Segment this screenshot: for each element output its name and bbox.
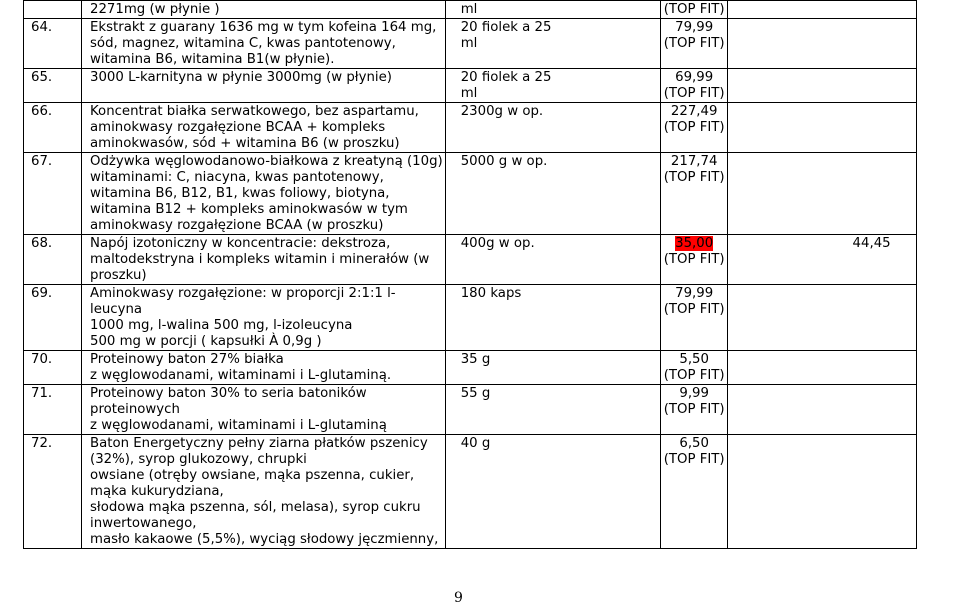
quantity-cell	[445, 235, 660, 285]
quantity-cell	[445, 1, 660, 19]
quantity-cell	[445, 69, 660, 103]
price-cell	[660, 103, 727, 153]
price-cell	[660, 235, 727, 285]
price-source: (TOP FIT)	[663, 302, 725, 317]
extra-price-cell	[727, 351, 916, 385]
description-cell	[82, 435, 446, 549]
row-number: 68.	[31, 236, 53, 251]
price-value: 79,99	[675, 286, 714, 301]
row-number: 66.	[31, 104, 53, 119]
price-source: (TOP FIT)	[663, 452, 725, 467]
description-line: 3000 L-karnityna w płynie 3000mg (w płynie)	[90, 70, 392, 85]
description-cell	[82, 235, 446, 285]
description-line: witamina B6, B12, B1, kwas foliowy, biotyna,	[90, 186, 390, 201]
row-number-cell	[24, 435, 82, 549]
row-number-cell	[24, 1, 82, 19]
quantity-line: 2300g w op.	[460, 104, 544, 119]
row-number: 67.	[31, 154, 53, 169]
description-line: mąka kukurydziana,	[90, 484, 224, 499]
extra-price-cell	[727, 69, 916, 103]
description-line: Proteinowy baton 27% białka	[90, 352, 284, 367]
quantity-cell	[445, 103, 660, 153]
row-number: 69.	[31, 286, 53, 301]
price-source: (TOP FIT)	[663, 368, 725, 383]
table-row	[24, 351, 917, 385]
price-cell	[660, 69, 727, 103]
price-value	[664, 236, 725, 252]
table-row	[24, 153, 917, 235]
quantity-line: 20 fiolek a 25	[460, 20, 552, 35]
quantity-line: ml	[460, 86, 478, 101]
extra-price: 44,45	[852, 236, 891, 251]
extra-price-cell	[727, 285, 916, 351]
price-value: 69,99	[675, 70, 714, 85]
description-cell	[82, 153, 446, 235]
price-source: (TOP FIT)	[663, 86, 725, 101]
description-line: witamina B12 + kompleks aminokwasów w tym	[90, 202, 408, 217]
price-source: (TOP FIT)	[663, 2, 725, 17]
description-line: inwertowanego,	[90, 516, 197, 531]
price-source: (TOP FIT)	[663, 170, 725, 185]
price-source: (TOP FIT)	[663, 402, 725, 417]
quantity-line: 20 fiolek a 25	[460, 70, 552, 85]
description-line: Proteinowy baton 30% to seria batoników	[90, 386, 367, 401]
price-value: 227,49	[670, 104, 718, 119]
table-row	[24, 235, 917, 285]
table-row	[24, 69, 917, 103]
description-cell	[82, 385, 446, 435]
quantity-cell	[445, 153, 660, 235]
description-line: Odżywka węglowodanowo-białkowa z kreatyną (10g)	[90, 154, 443, 169]
product-table	[23, 0, 917, 549]
description-line: maltodekstryna i kompleks witamin i minerałów (w	[90, 252, 430, 267]
description-line: Napój izotoniczny w koncentracie: dekstroza,	[90, 236, 391, 251]
table-row	[24, 103, 917, 153]
price-cell	[660, 351, 727, 385]
description-line: proteinowych	[90, 402, 180, 417]
quantity-line: 40 g	[460, 436, 491, 451]
description-line: witaminami: C, niacyna, kwas pantotenowy,	[90, 170, 384, 185]
description-line: z węglowodanami, witaminami i L-glutaminą.	[90, 368, 392, 383]
description-line: Aminokwasy rozgałęzione: w proporcji 2:1:1 l-	[90, 286, 396, 301]
row-number: 65.	[31, 70, 53, 85]
description-cell	[82, 69, 446, 103]
quantity-line: ml	[460, 36, 478, 51]
extra-price-cell	[727, 385, 916, 435]
description-line: sód, magnez, witamina C, kwas pantotenowy,	[90, 36, 396, 51]
description-cell	[82, 19, 446, 69]
price-cell	[660, 285, 727, 351]
row-number-cell	[24, 285, 82, 351]
description-line: Koncentrat białka serwatkowego, bez aspartamu,	[90, 104, 419, 119]
quantity-line: 5000 g w op.	[460, 154, 548, 169]
price-cell	[660, 19, 727, 69]
extra-price-cell	[727, 19, 916, 69]
price-source: (TOP FIT)	[663, 252, 725, 267]
description-line: (32%), syrop glukozowy, chrupki	[90, 452, 307, 467]
description-cell	[82, 103, 446, 153]
row-number-cell	[24, 351, 82, 385]
table-row	[24, 1, 917, 19]
row-number-cell	[24, 385, 82, 435]
description-line: 1000 mg, l-walina 500 mg, l-izoleucyna	[90, 318, 353, 333]
description-line: aminokwasy rozgałęzione BCAA (w proszku)	[90, 218, 384, 233]
description-line: witamina B6, witamina B1(w płynie).	[90, 52, 335, 67]
row-number-cell	[24, 153, 82, 235]
description-line: owsiane (otręby owsiane, mąka pszenna, cukier,	[90, 468, 415, 483]
price-cell	[660, 1, 727, 19]
price-value: 6,50	[679, 436, 709, 451]
description-cell	[82, 351, 446, 385]
quantity-cell	[445, 385, 660, 435]
description-line: Baton Energetyczny pełny ziarna płatków pszenicy	[90, 436, 428, 451]
price-value: 5,50	[679, 352, 709, 367]
quantity-line: ml	[460, 2, 478, 17]
row-number-cell	[24, 69, 82, 103]
row-number: 71.	[31, 386, 53, 401]
description-line: aminokwasów, sód + witamina B6 (w proszku)	[90, 136, 400, 151]
row-number: 72.	[31, 436, 53, 451]
table-row	[24, 19, 917, 69]
product-table-body	[24, 1, 917, 549]
extra-price-cell	[727, 103, 916, 153]
description-line: 2271mg (w płynie )	[90, 2, 220, 17]
description-line: 500 mg w porcji ( kapsułki À 0,9g )	[90, 334, 322, 349]
quantity-cell	[445, 285, 660, 351]
quantity-cell	[445, 351, 660, 385]
row-number-cell	[24, 235, 82, 285]
price-value: 217,74	[670, 154, 718, 169]
row-number-cell	[24, 103, 82, 153]
table-row	[24, 435, 917, 549]
description-line: słodowa mąka pszenna, sól, melasa), syrop cukru	[90, 500, 421, 515]
table-row	[24, 385, 917, 435]
row-number-cell	[24, 19, 82, 69]
price-value: 79,99	[675, 20, 714, 35]
row-number: 70.	[31, 352, 53, 367]
extra-price-cell	[727, 153, 916, 235]
quantity-line: 400g w op.	[460, 236, 535, 251]
price-cell	[660, 153, 727, 235]
description-cell	[82, 285, 446, 351]
description-line: Ekstrakt z guarany 1636 mg w tym kofeina 164 mg,	[90, 20, 437, 35]
description-cell	[82, 1, 446, 19]
quantity-cell	[445, 19, 660, 69]
description-line: aminokwasy rozgałęzione BCAA + kompleks	[90, 120, 386, 135]
quantity-line: 55 g	[460, 386, 491, 401]
price-source: (TOP FIT)	[663, 120, 725, 135]
price-cell	[660, 385, 727, 435]
highlighted-price: 35,00	[675, 236, 714, 251]
table-row	[24, 285, 917, 351]
quantity-line: 35 g	[460, 352, 491, 367]
price-source: (TOP FIT)	[663, 36, 725, 51]
extra-price-cell	[727, 235, 916, 285]
extra-price-cell	[727, 1, 916, 19]
price-cell	[660, 435, 727, 549]
description-line: masło kakaowe (5,5%), wyciąg słodowy jęczmienny,	[90, 532, 439, 547]
description-line: leucyna	[90, 302, 143, 317]
extra-price-cell	[727, 435, 916, 549]
description-line: z węglowodanami, witaminami i L-glutaminą	[90, 418, 387, 433]
quantity-line: 180 kaps	[460, 286, 522, 301]
price-value: 9,99	[679, 386, 709, 401]
page-number: 9	[454, 590, 463, 606]
quantity-cell	[445, 435, 660, 549]
row-number: 64.	[31, 20, 53, 35]
description-line: proszku)	[90, 268, 147, 283]
